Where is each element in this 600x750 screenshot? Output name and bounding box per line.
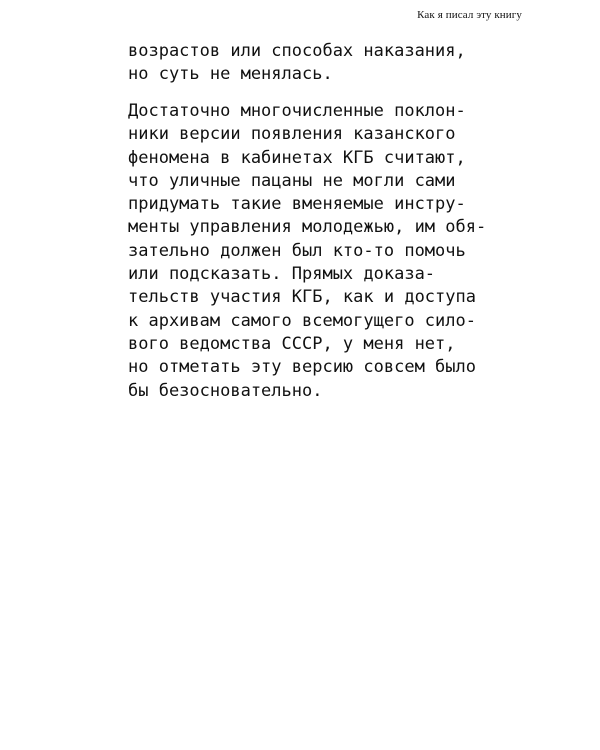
text-line: придумать такие вменяемые инстру- <box>128 194 466 215</box>
running-header: Как я писал эту книгу <box>417 9 522 21</box>
text-line: но отметать эту версию совсем было <box>128 357 476 378</box>
text-line: бы безосновательно. <box>128 380 323 401</box>
text-line: Достаточно многочисленные поклон- <box>128 101 466 121</box>
text-line: ники версии появления казанского <box>128 124 456 145</box>
text-line: вого ведомства СССР, у меня нет, <box>128 333 456 354</box>
text-line: к архивам самого всемогущего сило- <box>128 310 476 331</box>
text-line: или подсказать. Прямых доказа- <box>128 264 436 285</box>
text-line: но суть не менялась. <box>128 64 333 85</box>
text-line: менты управления молодежью, им обя- <box>128 217 487 238</box>
text-line: возрастов или способах наказания, <box>128 41 466 61</box>
text-line: что уличные пацаны не могли сами <box>128 170 456 191</box>
paragraph-continuation <box>128 40 548 87</box>
text-line: тельств участия КГБ, как и доступа <box>128 287 476 308</box>
paragraph-kgb-version <box>128 100 548 403</box>
text-line: феномена в кабинетах КГБ считают, <box>128 147 466 168</box>
text-line: зательно должен был кто-то помочь <box>128 240 466 261</box>
